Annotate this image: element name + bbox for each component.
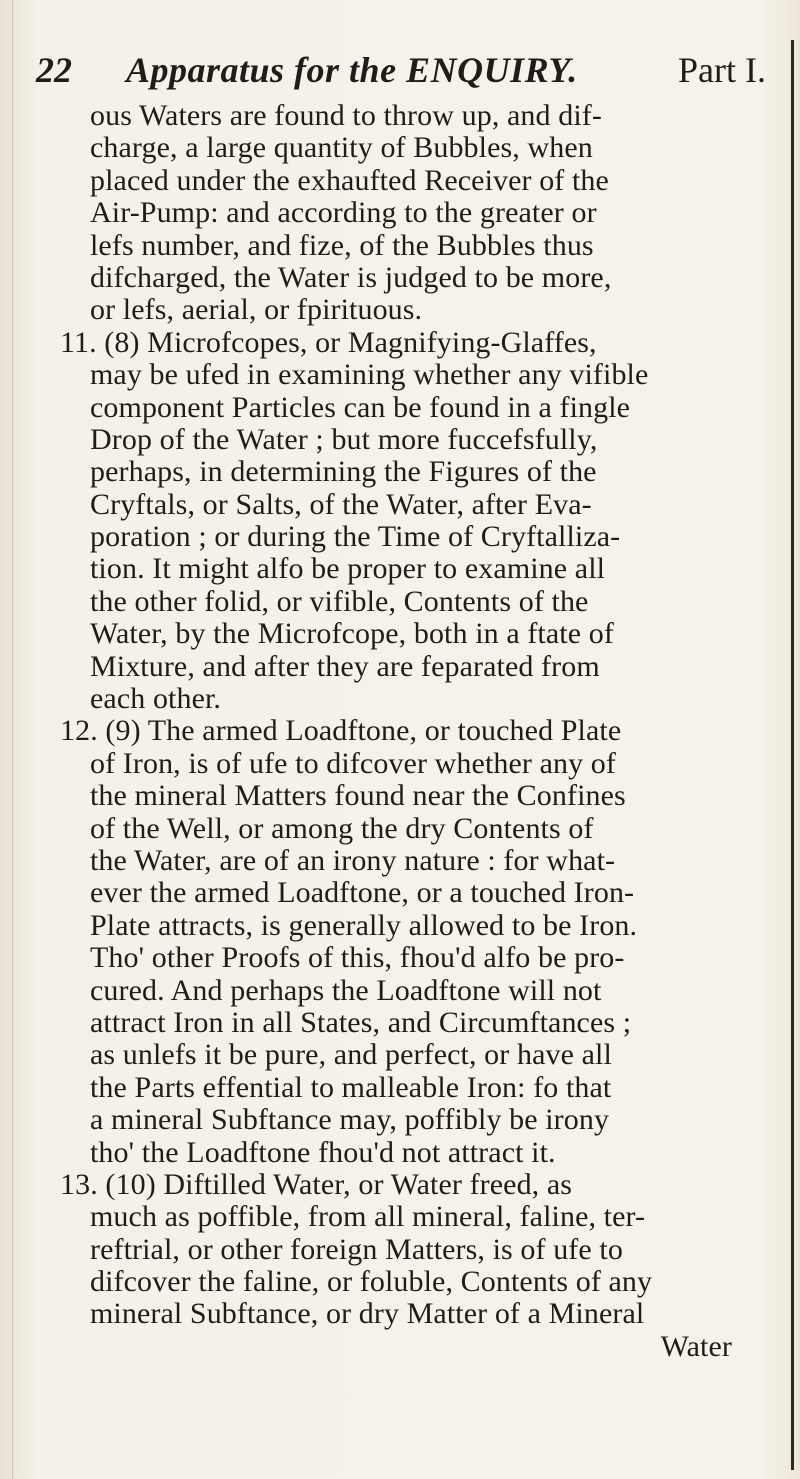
text-line: Plate attracts, is generally allowed to be Iron. bbox=[90, 908, 638, 942]
text-line: of Iron, is of ufe to difcover whether any of bbox=[90, 746, 616, 780]
text-line: Mixture, and after they are feparated from bbox=[90, 649, 600, 683]
body-text bbox=[60, 100, 772, 1363]
text-line: ous Waters are found to throw up, and dif- bbox=[90, 99, 602, 132]
text-line: Drop of the Water ; but more fuccefsfully, bbox=[90, 422, 598, 456]
binding-shadow bbox=[12, 0, 13, 1479]
text-line: charge, a large quantity of Bubbles, when bbox=[90, 131, 593, 165]
part-label: Part I. bbox=[678, 50, 766, 90]
text-line: the mineral Matters found near the Confines bbox=[90, 779, 626, 813]
text-line: the Parts effential to malleable Iron: fo that bbox=[90, 1070, 612, 1104]
text-line: tion. It might alfo be proper to examine all bbox=[90, 552, 606, 586]
text-line: or lefs, aerial, or fpirituous. bbox=[90, 293, 423, 327]
text-line: ever the armed Loadftone, or a touched Iron- bbox=[90, 876, 635, 910]
text-line: tho' the Loadftone fhou'd not attract it. bbox=[90, 1135, 556, 1169]
text-line: of the Well, or among the dry Contents of bbox=[90, 811, 594, 845]
text-line: Water, by the Microfcope, both in a ftate of bbox=[90, 617, 614, 651]
text-line: 11. (8) Microfcopes, or Magnifying-Glaffes, bbox=[60, 325, 597, 359]
text-line: reftrial, or other foreign Matters, is of ufe to bbox=[90, 1232, 623, 1266]
text-line: component Particles can be found in a fingle bbox=[90, 390, 631, 424]
text-line: Tho' other Proofs of this, fhou'd alfo be pro- bbox=[90, 941, 625, 975]
page-edge bbox=[791, 40, 794, 1470]
text-line: perhaps, in determining the Figures of the bbox=[90, 455, 597, 489]
text-line: a mineral Subftance may, poffibly be irony bbox=[90, 1103, 610, 1137]
text-line: lefs number, and fize, of the Bubbles thus bbox=[90, 228, 594, 262]
text-line: attract Iron in all States, and Circumftances ; bbox=[90, 1005, 632, 1039]
text-line: each other. bbox=[90, 682, 222, 716]
text-line: 12. (9) The armed Loadftone, or touched Plate bbox=[60, 714, 622, 748]
page-number: 22 bbox=[36, 50, 72, 90]
text-line: cured. And perhaps the Loadftone will not bbox=[90, 973, 602, 1007]
text-line: placed under the exhaufted Receiver of the bbox=[90, 163, 609, 197]
text-line: the Water, are of an irony nature : for what- bbox=[90, 843, 616, 877]
text-line: as unlefs it be pure, and perfect, or have all bbox=[90, 1038, 612, 1072]
text-line: mineral Subftance, or dry Matter of a Mineral bbox=[90, 1297, 645, 1331]
text-line: poration ; or during the Time of Cryftalliza- bbox=[90, 520, 621, 554]
text-line: Cryftals, or Salts, of the Water, after Eva- bbox=[90, 487, 592, 521]
text-line: much as poffible, from all mineral, faline, ter- bbox=[90, 1200, 646, 1234]
text-line: 13. (10) Diftilled Water, or Water freed, as bbox=[60, 1167, 573, 1201]
text-line: may be ufed in examining whether any vifible bbox=[90, 358, 649, 392]
page-header bbox=[30, 44, 770, 96]
text-line: Water bbox=[660, 1329, 732, 1363]
text-line: difcover the faline, or foluble, Contents of any bbox=[90, 1265, 653, 1299]
text-line: the other folid, or vifible, Contents of the bbox=[90, 584, 589, 618]
running-title: Apparatus for the ENQUIRY. bbox=[126, 50, 578, 90]
text-line: difcharged, the Water is judged to be more, bbox=[90, 260, 612, 294]
text-line: Air-Pump: and according to the greater or bbox=[90, 196, 597, 230]
